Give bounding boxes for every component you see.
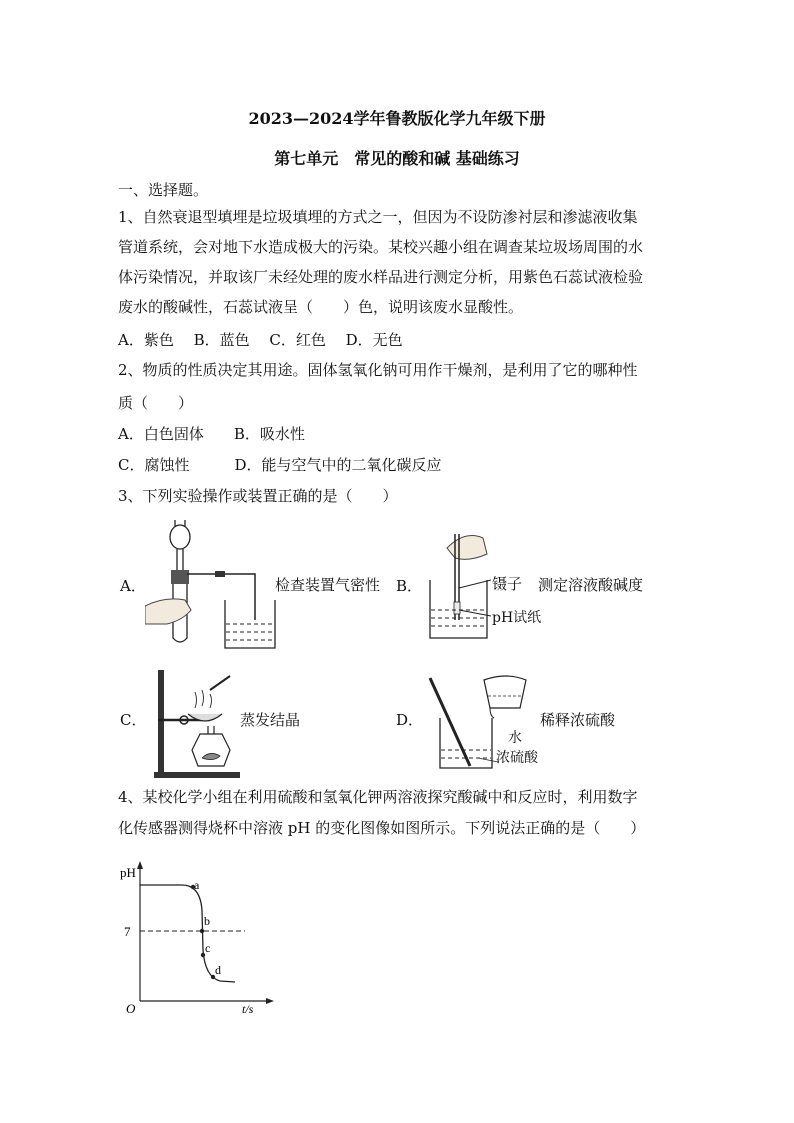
q2-options-1: A．白色固体 B．吸水性 xyxy=(118,425,305,443)
origin-label: O xyxy=(126,1001,136,1015)
q3-d-label: 稀释浓硫酸 xyxy=(540,711,616,729)
evaporation-apparatus-figure xyxy=(150,668,242,780)
q1-line-1: 1、自然衰退型填埋是垃圾填埋的方式之一，但因为不设防渗衬层和渗滤液收集 xyxy=(118,208,638,226)
ph-measurement-figure xyxy=(425,528,495,643)
q3-c-label: 蒸发结晶 xyxy=(240,711,301,729)
q3-d-acid-label: 浓硫酸 xyxy=(496,750,538,766)
point-a-label: a xyxy=(194,878,200,892)
q1-line-3: 体污染情况，并取该厂未经处理的废水样品进行测定分析，用紫色石蕊试液检验 xyxy=(118,268,644,286)
q1-line-4: 废水的酸碱性，石蕊试液呈（ ）色，说明该废水显酸性。 xyxy=(118,298,524,316)
q4-line-1: 4、某校化学小组在利用硫酸和氢氧化钾两溶液探究酸碱中和反应时，利用数字 xyxy=(118,788,638,806)
page-title: 2023—2024学年鲁教版化学九年级下册 xyxy=(248,109,546,128)
q3-stem: 3、下列实验操作或装置正确的是（ ） xyxy=(118,487,398,505)
q3-d-water-label: 水 xyxy=(508,730,522,746)
q1-options: A．紫色 B．蓝色 C．红色 D．无色 xyxy=(118,331,403,349)
ph-change-chart xyxy=(110,855,280,1015)
q3-c-letter: C． xyxy=(120,711,147,729)
q3-a-letter: A． xyxy=(120,577,146,595)
point-b-marker xyxy=(200,929,204,933)
x-axis-label: t/s xyxy=(242,1002,254,1015)
airtightness-apparatus-figure xyxy=(145,520,280,650)
q3-d-letter: D． xyxy=(396,711,424,729)
q3-b-letter: B． xyxy=(396,577,423,595)
q4-line-2: 化传感器测得烧杯中溶液 pH 的变化图像如图所示。下列说法正确的是（ ） xyxy=(118,819,646,837)
q2-options-2: C．腐蚀性 D．能与空气中的二氧化碳反应 xyxy=(118,456,442,474)
x-axis-arrow xyxy=(266,998,274,1004)
q2-line-1: 2、物质的性质决定其用途。固体氢氧化钠可用作干燥剂，是利用了它的哪种性 xyxy=(118,361,638,379)
point-c-label: c xyxy=(205,941,211,955)
y-tick-7: 7 xyxy=(124,924,131,939)
page-subtitle: 第七单元 常见的酸和碱 基础练习 xyxy=(274,149,520,168)
q1-line-2: 管道系统，会对地下水造成极大的污染。某校兴趣小组在调查某垃圾场周围的水 xyxy=(118,238,644,256)
q2-line-2: 质（ ） xyxy=(118,394,194,412)
y-axis-label: pH xyxy=(120,865,136,880)
section-heading: 一、选择题。 xyxy=(118,181,209,199)
q3-b-tweezer-label: 镊子 xyxy=(492,575,523,593)
point-b-label: b xyxy=(204,914,210,928)
y-axis-arrow xyxy=(137,861,143,869)
q3-b-label: 测定溶液酸碱度 xyxy=(538,576,644,594)
point-d-label: d xyxy=(215,963,221,977)
q3-a-label: 检查装置气密性 xyxy=(275,576,381,594)
q3-b-paper-label: pH试纸 xyxy=(492,610,542,626)
